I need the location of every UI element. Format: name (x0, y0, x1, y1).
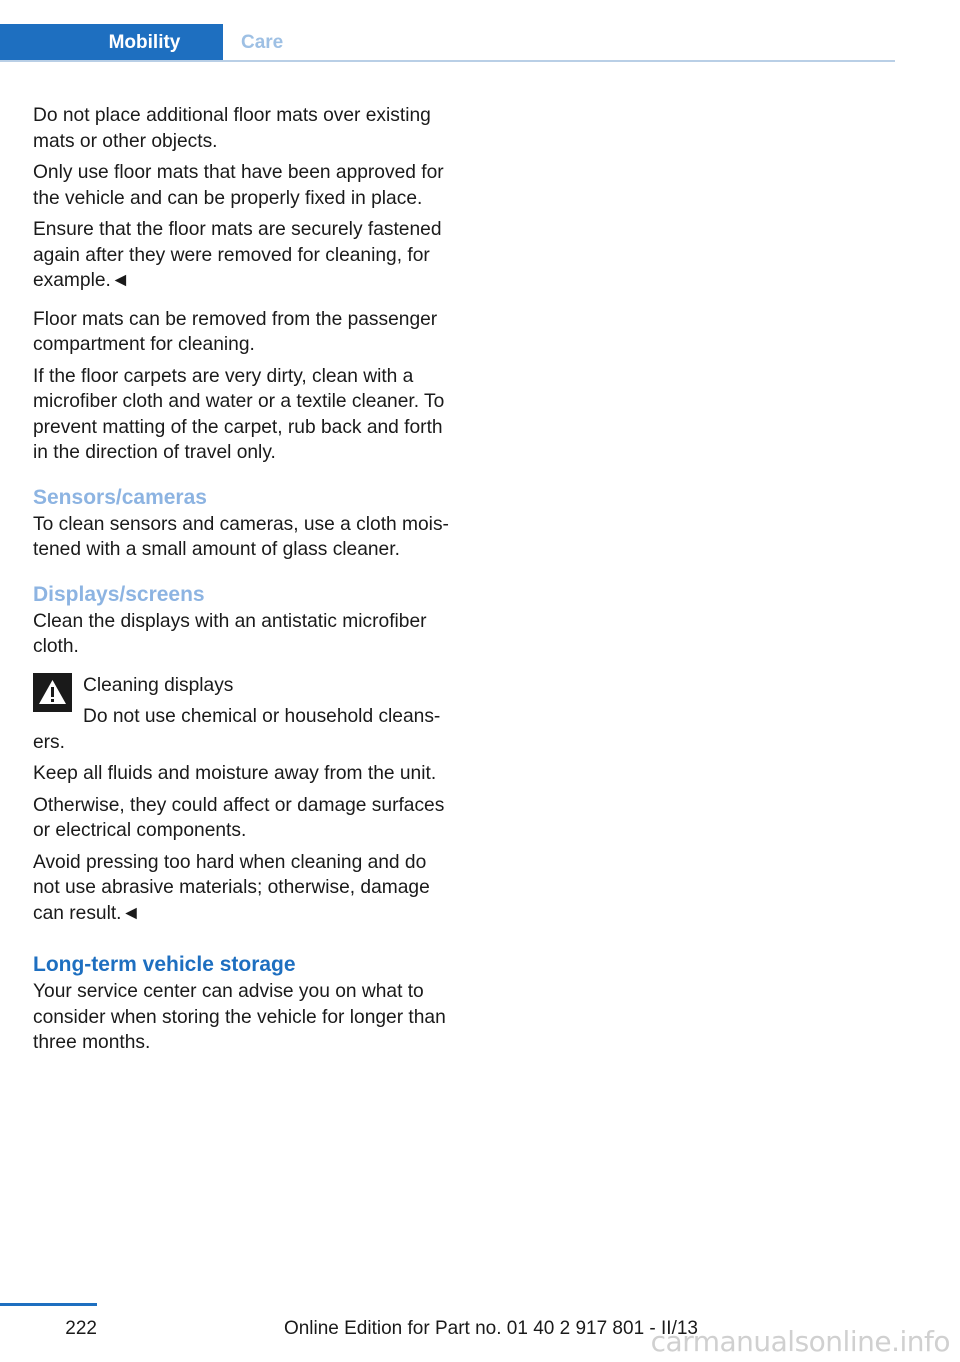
paragraph: To clean sensors and cameras, use a cloth moistened with a small amount of glass cleaner. (33, 513, 449, 560)
tab-mobility[interactable]: Mobility (0, 24, 223, 62)
paragraph: Clean the displays with an antistatic microfiber cloth. (33, 610, 427, 657)
paragraph: Your service center can advise you on what to consider when storing the vehicle for longer than three months. (33, 981, 446, 1053)
section-heading-storage: Long-term vehicle storage (33, 953, 296, 976)
paragraph: Floor mats can be removed from the passenger compartment for cleaning. (33, 308, 438, 355)
footer-rule (0, 1303, 97, 1306)
warning-note (33, 673, 451, 699)
paragraph: Do not place additional floor mats over existing mats or other objects. (33, 105, 431, 152)
paragraph: Ensure that the floor mats are securely fastened again after they were removed for cleaning, for example.◄ (33, 219, 442, 291)
watermark: carmanualsonline.info (650, 1325, 950, 1358)
warning-text: Avoid pressing too hard when cleaning and do not use abrasive materials; otherwise, damage can result.◄ (33, 851, 430, 924)
section-heading-sensors: Sensors/cameras (33, 485, 207, 509)
section-tabbar (0, 24, 895, 62)
warning-text: Otherwise, they could affect or damage surfaces or electrical components. (33, 794, 445, 841)
warning-text: Keep all fluids and moisture away from the unit. (33, 763, 437, 784)
page-number: 222 (65, 1318, 97, 1339)
warning-triangle-icon (33, 673, 72, 712)
edition-text: Online Edition for Part no. 01 40 2 917 801 - II/13 (283, 1318, 698, 1339)
page-content (33, 103, 451, 1062)
section-heading-displays: Displays/screens (33, 582, 205, 606)
warning-text: Do not use chemical or household cleansers. (33, 706, 441, 753)
warning-title: Cleaning displays (83, 674, 234, 696)
tabbar-rule (0, 60, 895, 62)
paragraph: If the floor carpets are very dirty, clean with a microfiber cloth and water or a textile cleaner. To prevent matting of the carpet, rub back and forth in the direction of travel only. (33, 365, 445, 463)
paragraph: Only use floor mats that have been approved for the vehicle and can be properly fixed in place. (33, 162, 444, 209)
tab-care[interactable]: Care (241, 32, 284, 53)
